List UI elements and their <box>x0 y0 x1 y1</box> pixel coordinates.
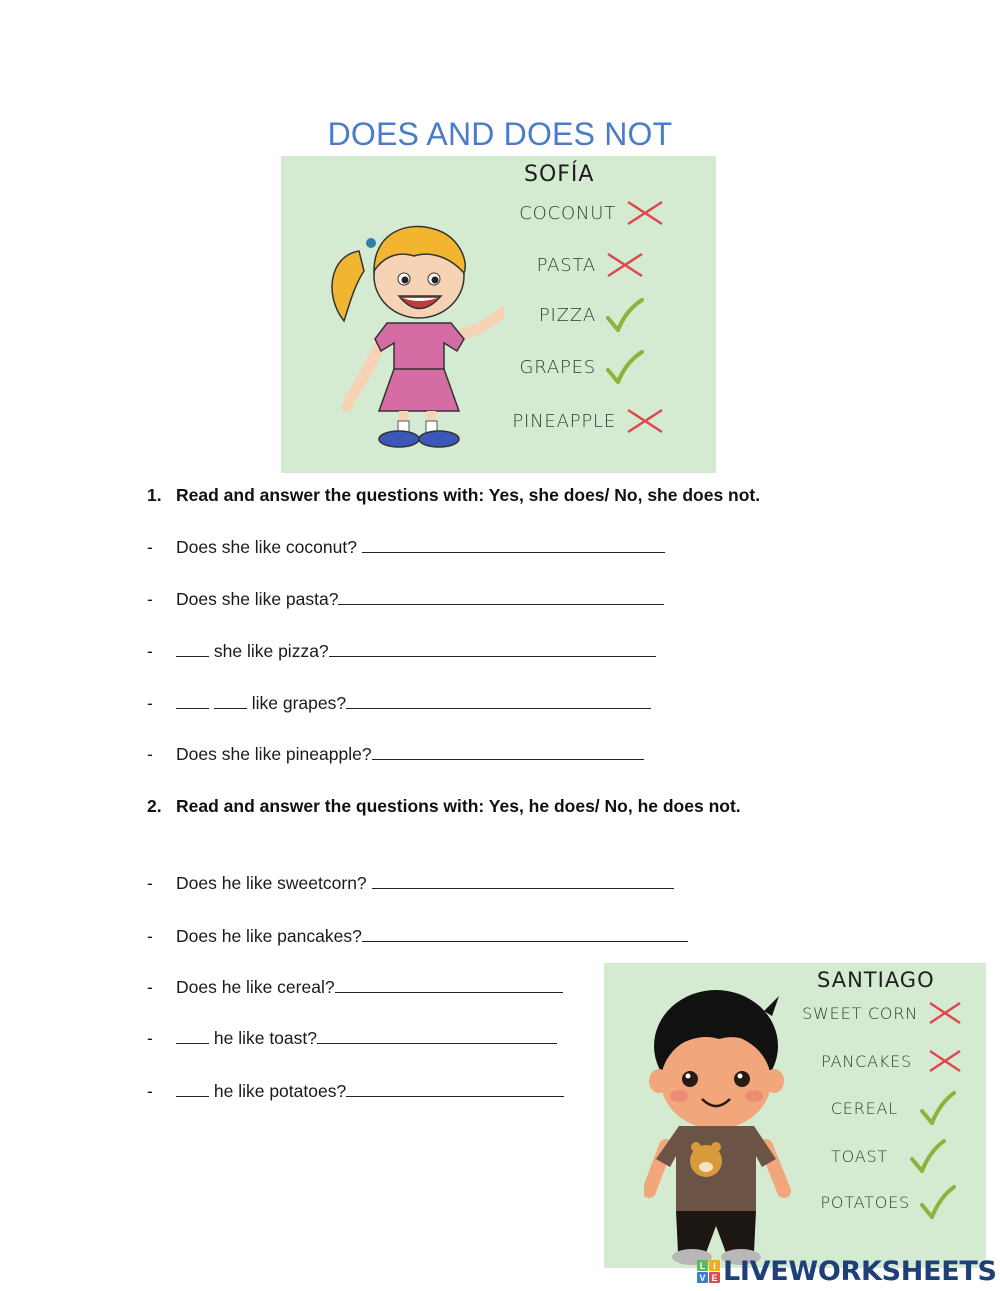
food-label: GRAPES <box>519 356 596 378</box>
food-row-coconut <box>519 200 664 226</box>
boy-illustration-icon <box>644 981 804 1266</box>
question-text: Does he like sweetcorn? <box>176 873 372 893</box>
question-row: - he like potatoes? <box>147 1081 564 1102</box>
question-text: like grapes? <box>251 693 347 713</box>
question-text: Does she like pineapple? <box>176 744 372 764</box>
food-row-potatoes <box>820 1185 956 1219</box>
sofia-name: SOFÍA <box>524 162 595 187</box>
verb-blank[interactable] <box>176 642 209 657</box>
verb-blank[interactable] <box>176 694 209 709</box>
logo-text: LIVEWORKSHEETS <box>723 1256 997 1287</box>
food-row-cereal <box>831 1091 956 1125</box>
question-row: - he like toast? <box>147 1028 557 1049</box>
liveworksheets-logo[interactable] <box>697 1256 997 1287</box>
cross-icon <box>928 1049 962 1073</box>
cross-icon <box>606 252 644 278</box>
answer-blank[interactable] <box>362 927 688 942</box>
check-icon <box>920 1185 956 1219</box>
question-row: - Does he like pancakes? <box>147 926 688 947</box>
question-row: - like grapes? <box>147 693 651 714</box>
question-row: - Does he like cereal? <box>147 977 563 998</box>
food-label: COCONUT <box>519 202 616 224</box>
answer-blank[interactable] <box>335 978 563 993</box>
question-row: - Does she like coconut? <box>147 537 665 558</box>
page-title: DOES AND DOES NOT <box>327 116 673 152</box>
food-label: PINEAPPLE <box>512 410 616 432</box>
check-icon <box>920 1091 956 1125</box>
food-row-pineapple <box>512 408 664 434</box>
santiago-card <box>604 963 986 1268</box>
food-label: PASTA <box>536 254 596 276</box>
live-tile-icon: L I V E <box>697 1260 720 1283</box>
answer-blank[interactable] <box>329 642 656 657</box>
section-instruction: Read and answer the questions with: Yes, she does/ No, she does not. <box>176 485 761 505</box>
answer-blank[interactable] <box>338 590 664 605</box>
verb-blank[interactable] <box>176 1029 209 1044</box>
food-label: PIZZA <box>538 304 596 326</box>
answer-blank[interactable] <box>372 745 644 760</box>
food-label: SWEET CORN <box>802 1003 918 1023</box>
answer-blank[interactable] <box>362 538 665 553</box>
food-row-grapes <box>520 350 645 384</box>
check-icon <box>910 1139 946 1173</box>
section-1-heading <box>147 485 760 506</box>
food-row-toast <box>831 1139 946 1173</box>
section-2-heading <box>147 796 741 817</box>
section-number: 2. <box>147 796 162 816</box>
question-row: - Does he like sweetcorn? <box>147 873 674 894</box>
food-row-sweet-corn <box>802 1001 962 1025</box>
section-instruction: Read and answer the questions with: Yes, he does/ No, he does not. <box>176 796 741 816</box>
cross-icon <box>626 200 664 226</box>
question-text: he like toast? <box>213 1028 317 1048</box>
question-text: she like pizza? <box>213 641 329 661</box>
answer-blank[interactable] <box>317 1029 557 1044</box>
food-label: PANCAKES <box>821 1051 912 1071</box>
food-row-pasta <box>537 252 644 278</box>
food-label: POTATOES <box>820 1192 910 1212</box>
santiago-name: SANTIAGO <box>817 968 935 992</box>
question-row: - she like pizza? <box>147 641 656 662</box>
verb-blank[interactable] <box>176 1082 209 1097</box>
food-row-pizza <box>539 298 644 332</box>
question-text: Does he like pancakes? <box>176 926 362 946</box>
question-text: Does he like cereal? <box>176 977 335 997</box>
question-row: - Does she like pineapple? <box>147 744 644 765</box>
question-text: Does she like pasta? <box>176 589 339 609</box>
cross-icon <box>928 1001 962 1025</box>
answer-blank[interactable] <box>372 874 674 889</box>
section-number: 1. <box>147 485 162 505</box>
subject-blank[interactable] <box>214 694 247 709</box>
check-icon <box>606 350 644 384</box>
girl-illustration-icon <box>319 211 504 451</box>
answer-blank[interactable] <box>346 694 651 709</box>
question-row: - Does she like pasta? <box>147 589 664 610</box>
question-text: he like potatoes? <box>213 1081 347 1101</box>
answer-blank[interactable] <box>346 1082 564 1097</box>
food-label: CEREAL <box>830 1098 898 1118</box>
food-row-pancakes <box>821 1049 962 1073</box>
cross-icon <box>626 408 664 434</box>
question-text: Does she like coconut? <box>176 537 362 557</box>
sofia-card <box>281 156 716 473</box>
food-label: TOAST <box>831 1146 888 1166</box>
check-icon <box>606 298 644 332</box>
